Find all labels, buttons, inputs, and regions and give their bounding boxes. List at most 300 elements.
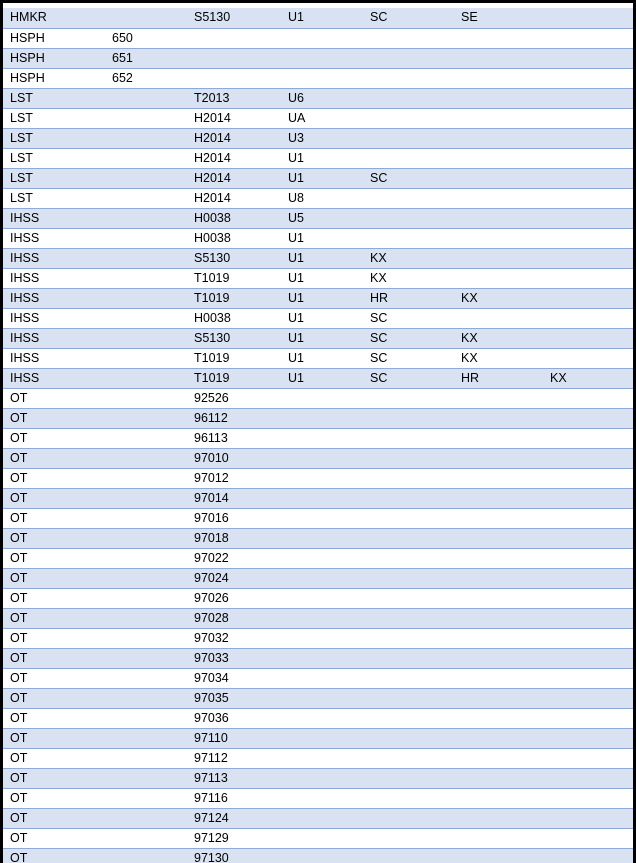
program-code-cell: OT	[3, 708, 105, 728]
table-row	[3, 468, 633, 488]
modifier-3-cell	[454, 68, 543, 88]
program-code-cell: HMKR	[3, 8, 105, 28]
modifier-3-cell	[454, 128, 543, 148]
modifier-2-cell	[363, 228, 454, 248]
table-row	[3, 308, 633, 328]
revenue-code-cell	[105, 308, 187, 328]
modifier-2-cell	[363, 388, 454, 408]
procedure-code-cell: 97028	[187, 608, 281, 628]
revenue-code-cell	[105, 448, 187, 468]
modifier-1-cell	[281, 668, 363, 688]
modifier-1-cell: U1	[281, 288, 363, 308]
table-row	[3, 548, 633, 568]
modifier-2-cell	[363, 668, 454, 688]
modifier-3-cell: KX	[454, 348, 543, 368]
modifier-4-cell	[543, 8, 633, 28]
modifier-4-cell	[543, 488, 633, 508]
revenue-code-cell	[105, 648, 187, 668]
program-code-cell: IHSS	[3, 208, 105, 228]
modifier-3-cell: SE	[454, 8, 543, 28]
modifier-3-cell	[454, 528, 543, 548]
modifier-3-cell	[454, 208, 543, 228]
program-code-cell: HSPH	[3, 28, 105, 48]
revenue-code-cell	[105, 348, 187, 368]
procedure-code-cell: 97014	[187, 488, 281, 508]
revenue-code-cell	[105, 628, 187, 648]
modifier-1-cell: U1	[281, 308, 363, 328]
revenue-code-cell	[105, 848, 187, 863]
modifier-2-cell: KX	[363, 268, 454, 288]
modifier-3-cell	[454, 768, 543, 788]
procedure-code-cell: H2014	[187, 168, 281, 188]
modifier-4-cell	[543, 208, 633, 228]
modifier-2-cell	[363, 568, 454, 588]
modifier-4-cell	[543, 728, 633, 748]
modifier-4-cell	[543, 848, 633, 863]
modifier-4-cell	[543, 568, 633, 588]
modifier-1-cell: U1	[281, 348, 363, 368]
program-code-cell: IHSS	[3, 268, 105, 288]
modifier-2-cell	[363, 128, 454, 148]
modifier-3-cell	[454, 88, 543, 108]
modifier-1-cell	[281, 408, 363, 428]
modifier-4-cell	[543, 788, 633, 808]
modifier-2-cell	[363, 148, 454, 168]
procedure-code-cell: 96112	[187, 408, 281, 428]
program-code-cell: IHSS	[3, 308, 105, 328]
revenue-code-cell	[105, 428, 187, 448]
table-row	[3, 248, 633, 268]
modifier-1-cell	[281, 848, 363, 863]
table-row	[3, 368, 633, 388]
modifier-1-cell	[281, 808, 363, 828]
program-code-cell: OT	[3, 488, 105, 508]
revenue-code-cell	[105, 788, 187, 808]
program-code-cell: OT	[3, 828, 105, 848]
modifier-3-cell	[454, 268, 543, 288]
table-row	[3, 108, 633, 128]
revenue-code-cell	[105, 188, 187, 208]
table-row	[3, 828, 633, 848]
procedure-code-cell: 97022	[187, 548, 281, 568]
program-code-cell: LST	[3, 128, 105, 148]
procedure-code-cell: 97036	[187, 708, 281, 728]
table-row	[3, 808, 633, 828]
modifier-2-cell: SC	[363, 308, 454, 328]
program-code-cell: OT	[3, 648, 105, 668]
modifier-2-cell	[363, 788, 454, 808]
program-code-cell: OT	[3, 568, 105, 588]
table-row	[3, 728, 633, 748]
procedure-code-cell: 92526	[187, 388, 281, 408]
revenue-code-cell	[105, 248, 187, 268]
modifier-1-cell: U8	[281, 188, 363, 208]
modifier-1-cell	[281, 708, 363, 728]
modifier-1-cell: U3	[281, 128, 363, 148]
modifier-4-cell	[543, 628, 633, 648]
modifier-4-cell	[543, 648, 633, 668]
modifier-1-cell: U1	[281, 8, 363, 28]
procedure-code-cell: 97112	[187, 748, 281, 768]
revenue-code-cell	[105, 828, 187, 848]
procedure-code-cell: 97026	[187, 588, 281, 608]
modifier-1-cell: U1	[281, 228, 363, 248]
modifier-1-cell	[281, 488, 363, 508]
modifier-3-cell	[454, 428, 543, 448]
modifier-1-cell	[281, 468, 363, 488]
modifier-4-cell	[543, 688, 633, 708]
modifier-2-cell: HR	[363, 288, 454, 308]
program-code-cell: OT	[3, 728, 105, 748]
procedure-code-cell: 97129	[187, 828, 281, 848]
program-code-cell: OT	[3, 388, 105, 408]
modifier-4-cell	[543, 68, 633, 88]
revenue-code-cell	[105, 548, 187, 568]
table-row	[3, 328, 633, 348]
modifier-2-cell	[363, 588, 454, 608]
modifier-2-cell	[363, 188, 454, 208]
modifier-4-cell	[543, 768, 633, 788]
modifier-4-cell	[543, 268, 633, 288]
revenue-code-cell	[105, 508, 187, 528]
procedure-code-cell: S5130	[187, 248, 281, 268]
modifier-4-cell	[543, 108, 633, 128]
modifier-3-cell	[454, 488, 543, 508]
table-row	[3, 128, 633, 148]
program-code-cell: IHSS	[3, 348, 105, 368]
modifier-3-cell	[454, 748, 543, 768]
modifier-2-cell: SC	[363, 8, 454, 28]
modifier-3-cell	[454, 648, 543, 668]
table-row	[3, 448, 633, 468]
procedure-code-cell: H0038	[187, 308, 281, 328]
modifier-3-cell: HR	[454, 368, 543, 388]
modifier-4-cell	[543, 88, 633, 108]
revenue-code-cell	[105, 748, 187, 768]
revenue-code-cell	[105, 128, 187, 148]
revenue-code-cell	[105, 668, 187, 688]
revenue-code-cell	[105, 568, 187, 588]
procedure-code-cell: 97012	[187, 468, 281, 488]
modifier-2-cell	[363, 648, 454, 668]
modifier-1-cell: UA	[281, 108, 363, 128]
procedure-code-cell: T1019	[187, 268, 281, 288]
modifier-2-cell	[363, 48, 454, 68]
table-row	[3, 88, 633, 108]
procedure-code-cell	[187, 48, 281, 68]
modifier-2-cell	[363, 88, 454, 108]
table-row	[3, 8, 633, 28]
table-row	[3, 788, 633, 808]
procedure-code-cell	[187, 68, 281, 88]
table-row	[3, 348, 633, 368]
modifier-2-cell	[363, 488, 454, 508]
procedure-code-cell: S5130	[187, 8, 281, 28]
modifier-3-cell	[454, 468, 543, 488]
modifier-4-cell	[543, 828, 633, 848]
program-code-cell: IHSS	[3, 248, 105, 268]
modifier-3-cell	[454, 568, 543, 588]
modifier-1-cell	[281, 588, 363, 608]
modifier-2-cell	[363, 28, 454, 48]
table-row	[3, 188, 633, 208]
modifier-2-cell: SC	[363, 168, 454, 188]
modifier-2-cell	[363, 808, 454, 828]
modifier-2-cell	[363, 768, 454, 788]
modifier-4-cell	[543, 288, 633, 308]
table-row	[3, 488, 633, 508]
procedure-code-cell: 97032	[187, 628, 281, 648]
modifier-1-cell	[281, 508, 363, 528]
revenue-code-cell	[105, 488, 187, 508]
modifier-1-cell	[281, 748, 363, 768]
program-code-cell: OT	[3, 608, 105, 628]
modifier-4-cell	[543, 148, 633, 168]
table-row	[3, 428, 633, 448]
modifier-1-cell	[281, 828, 363, 848]
modifier-2-cell	[363, 528, 454, 548]
table-row	[3, 148, 633, 168]
code-table-body	[3, 8, 633, 863]
procedure-code-cell: 97033	[187, 648, 281, 668]
modifier-3-cell	[454, 388, 543, 408]
procedure-code-cell: 96113	[187, 428, 281, 448]
modifier-3-cell	[454, 728, 543, 748]
modifier-2-cell: SC	[363, 368, 454, 388]
procedure-code-cell: H0038	[187, 228, 281, 248]
program-code-cell: OT	[3, 528, 105, 548]
modifier-2-cell	[363, 848, 454, 863]
modifier-4-cell	[543, 548, 633, 568]
modifier-4-cell	[543, 168, 633, 188]
table-row	[3, 588, 633, 608]
table-row	[3, 708, 633, 728]
procedure-code-cell: H2014	[187, 148, 281, 168]
program-code-cell: LST	[3, 168, 105, 188]
modifier-3-cell	[454, 628, 543, 648]
table-row	[3, 608, 633, 628]
modifier-4-cell	[543, 528, 633, 548]
modifier-1-cell	[281, 48, 363, 68]
modifier-3-cell	[454, 108, 543, 128]
revenue-code-cell	[105, 528, 187, 548]
procedure-code-cell: 97124	[187, 808, 281, 828]
procedure-code-cell: 97024	[187, 568, 281, 588]
table-row	[3, 768, 633, 788]
program-code-cell: HSPH	[3, 68, 105, 88]
program-code-cell: OT	[3, 688, 105, 708]
procedure-code-cell: 97130	[187, 848, 281, 863]
modifier-1-cell: U1	[281, 268, 363, 288]
procedure-code-cell: H0038	[187, 208, 281, 228]
modifier-1-cell	[281, 788, 363, 808]
modifier-1-cell: U1	[281, 168, 363, 188]
modifier-4-cell	[543, 328, 633, 348]
procedure-code-cell: H2014	[187, 128, 281, 148]
modifier-3-cell	[454, 548, 543, 568]
modifier-1-cell	[281, 768, 363, 788]
revenue-code-cell	[105, 88, 187, 108]
modifier-1-cell: U6	[281, 88, 363, 108]
procedure-code-cell: T1019	[187, 368, 281, 388]
revenue-code-cell	[105, 168, 187, 188]
table-row	[3, 48, 633, 68]
program-code-cell: IHSS	[3, 228, 105, 248]
revenue-code-cell	[105, 288, 187, 308]
program-code-cell: OT	[3, 588, 105, 608]
modifier-1-cell	[281, 68, 363, 88]
modifier-3-cell	[454, 828, 543, 848]
table-row	[3, 288, 633, 308]
modifier-2-cell: SC	[363, 348, 454, 368]
modifier-2-cell	[363, 508, 454, 528]
modifier-1-cell: U1	[281, 368, 363, 388]
table-row	[3, 568, 633, 588]
table-row	[3, 668, 633, 688]
modifier-4-cell	[543, 808, 633, 828]
procedure-code-cell: 97116	[187, 788, 281, 808]
modifier-4-cell	[543, 468, 633, 488]
procedure-code-cell: 97035	[187, 688, 281, 708]
modifier-3-cell	[454, 708, 543, 728]
modifier-4-cell	[543, 348, 633, 368]
modifier-1-cell	[281, 728, 363, 748]
modifier-4-cell	[543, 308, 633, 328]
program-code-cell: OT	[3, 408, 105, 428]
modifier-4-cell	[543, 248, 633, 268]
revenue-code-cell	[105, 808, 187, 828]
modifier-4-cell	[543, 608, 633, 628]
modifier-1-cell	[281, 608, 363, 628]
revenue-code-cell	[105, 208, 187, 228]
revenue-code-cell	[105, 268, 187, 288]
program-code-cell: OT	[3, 768, 105, 788]
modifier-3-cell	[454, 848, 543, 863]
revenue-code-cell	[105, 8, 187, 28]
modifier-2-cell	[363, 428, 454, 448]
table-row	[3, 528, 633, 548]
modifier-3-cell	[454, 808, 543, 828]
program-code-cell: OT	[3, 748, 105, 768]
table-row	[3, 688, 633, 708]
modifier-3-cell	[454, 668, 543, 688]
program-code-cell: LST	[3, 148, 105, 168]
program-code-cell: OT	[3, 668, 105, 688]
program-code-cell: OT	[3, 508, 105, 528]
modifier-3-cell	[454, 688, 543, 708]
modifier-2-cell	[363, 68, 454, 88]
procedure-code-cell: 97010	[187, 448, 281, 468]
modifier-4-cell	[543, 188, 633, 208]
modifier-3-cell	[454, 188, 543, 208]
modifier-2-cell	[363, 688, 454, 708]
program-code-cell: OT	[3, 428, 105, 448]
modifier-3-cell	[454, 408, 543, 428]
modifier-3-cell	[454, 308, 543, 328]
modifier-4-cell	[543, 428, 633, 448]
table-row	[3, 168, 633, 188]
modifier-3-cell	[454, 148, 543, 168]
revenue-code-cell: 651	[105, 48, 187, 68]
revenue-code-cell	[105, 708, 187, 728]
modifier-1-cell	[281, 648, 363, 668]
modifier-4-cell	[543, 508, 633, 528]
table-row	[3, 748, 633, 768]
table-row	[3, 28, 633, 48]
modifier-4-cell	[543, 48, 633, 68]
modifier-4-cell	[543, 228, 633, 248]
program-code-cell: IHSS	[3, 288, 105, 308]
modifier-3-cell	[454, 588, 543, 608]
modifier-2-cell: KX	[363, 248, 454, 268]
modifier-3-cell	[454, 168, 543, 188]
program-code-cell: OT	[3, 548, 105, 568]
modifier-4-cell	[543, 408, 633, 428]
procedure-code-cell: 97034	[187, 668, 281, 688]
revenue-code-cell	[105, 148, 187, 168]
table-row	[3, 268, 633, 288]
program-code-cell: LST	[3, 188, 105, 208]
modifier-3-cell	[454, 48, 543, 68]
procedure-code-cell: 97113	[187, 768, 281, 788]
program-code-cell: OT	[3, 808, 105, 828]
modifier-2-cell	[363, 468, 454, 488]
modifier-2-cell	[363, 408, 454, 428]
procedure-code-cell: T2013	[187, 88, 281, 108]
program-code-cell: HSPH	[3, 48, 105, 68]
modifier-3-cell	[454, 448, 543, 468]
revenue-code-cell	[105, 688, 187, 708]
modifier-2-cell	[363, 548, 454, 568]
revenue-code-cell	[105, 728, 187, 748]
procedure-code-cell	[187, 28, 281, 48]
table-row	[3, 68, 633, 88]
modifier-1-cell: U1	[281, 148, 363, 168]
procedure-code-cell: 97110	[187, 728, 281, 748]
program-code-cell: IHSS	[3, 328, 105, 348]
modifier-1-cell: U5	[281, 208, 363, 228]
modifier-4-cell	[543, 588, 633, 608]
table-row	[3, 648, 633, 668]
modifier-4-cell	[543, 28, 633, 48]
table-row	[3, 228, 633, 248]
table-row	[3, 208, 633, 228]
modifier-4-cell	[543, 128, 633, 148]
revenue-code-cell	[105, 468, 187, 488]
modifier-4-cell	[543, 388, 633, 408]
modifier-3-cell	[454, 28, 543, 48]
modifier-1-cell	[281, 568, 363, 588]
modifier-1-cell	[281, 548, 363, 568]
program-code-cell: IHSS	[3, 368, 105, 388]
procedure-code-cell: 97018	[187, 528, 281, 548]
modifier-2-cell: SC	[363, 328, 454, 348]
program-code-cell: OT	[3, 628, 105, 648]
modifier-2-cell	[363, 108, 454, 128]
modifier-1-cell	[281, 28, 363, 48]
revenue-code-cell: 650	[105, 28, 187, 48]
modifier-3-cell	[454, 788, 543, 808]
table-row	[3, 408, 633, 428]
modifier-3-cell: KX	[454, 328, 543, 348]
modifier-1-cell: U1	[281, 328, 363, 348]
code-table	[3, 8, 633, 863]
modifier-1-cell: U1	[281, 248, 363, 268]
revenue-code-cell	[105, 408, 187, 428]
modifier-2-cell	[363, 828, 454, 848]
table-row	[3, 628, 633, 648]
program-code-cell: OT	[3, 448, 105, 468]
